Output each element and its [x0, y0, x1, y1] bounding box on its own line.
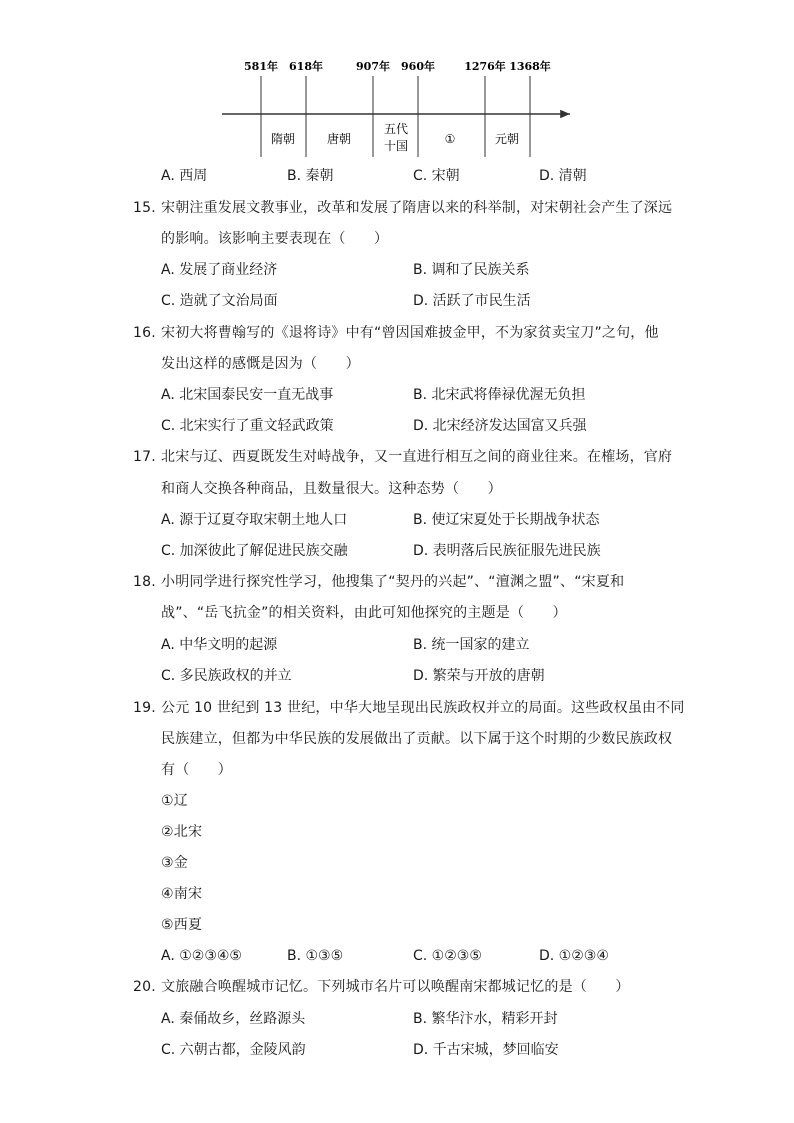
q15-option-a[interactable]: A. 发展了商业经济	[161, 262, 278, 278]
q20-option-b[interactable]: B. 繁华汴水，精彩开封	[413, 1011, 558, 1027]
q17-stem-line: 和商人交换各种商品，且数量很大。这种态势（ ）	[161, 481, 502, 497]
timeline-year: 907年	[356, 60, 390, 73]
q17-option-d[interactable]: D. 表明落后民族征服先进民族	[413, 543, 601, 559]
q18-option-d[interactable]: D. 繁荣与开放的唐朝	[413, 668, 545, 684]
q15-option-b[interactable]: B. 调和了民族关系	[413, 262, 530, 278]
timeline-year: 581年	[244, 60, 278, 73]
q15-stem-line: 的影响。该影响主要表现在（ ）	[161, 231, 389, 247]
q18-option-c[interactable]: C. 多民族政权的并立	[161, 668, 292, 684]
q14-option-d[interactable]: D. 清朝	[539, 168, 587, 184]
q17-option-a[interactable]: A. 源于辽夏夺取宋朝土地人口	[161, 512, 348, 528]
timeline-period-wudai: 五代	[383, 122, 409, 136]
q16-option-b[interactable]: B. 北宋武将俸禄优渥无负担	[413, 387, 586, 403]
q15-stem-line: 宋朝注重发展文教事业，改革和发展了隋唐以来的科举制，对宋朝社会产生了深远	[161, 200, 673, 216]
q18-option-a[interactable]: A. 中华文明的起源	[161, 637, 278, 653]
q15-number: 15.	[133, 200, 156, 216]
q20-number: 20.	[133, 979, 156, 995]
q19-option-c[interactable]: C. ①②③⑤	[413, 948, 482, 964]
timeline-period-blank: ①	[444, 132, 456, 146]
q14-option-a[interactable]: A. 西周	[161, 168, 208, 184]
q19-stem-line: 公元 10 世纪到 13 世纪，中华大地呈现出民族政权并立的局面。这些政权虽由不同	[161, 700, 685, 716]
q16-stem-line: 发出这样的感慨是因为（ ）	[161, 356, 360, 372]
timeline-period-tang: 唐朝	[326, 132, 352, 146]
q19-item: ④南宋	[161, 886, 203, 902]
q16-option-a[interactable]: A. 北宋国泰民安一直无战事	[161, 387, 334, 403]
q17-number: 17.	[133, 449, 156, 465]
timeline-period-yuan: 元朝	[494, 132, 520, 146]
q18-number: 18.	[133, 574, 156, 590]
q18-option-b[interactable]: B. 统一国家的建立	[413, 637, 530, 653]
q16-option-d[interactable]: D. 北宋经济发达国富又兵强	[413, 418, 587, 434]
q18-stem-line: 小明同学进行探究性学习，他搜集了“契丹的兴起”、“澶渊之盟”、“宋夏和	[161, 574, 625, 590]
q17-option-b[interactable]: B. 使辽宋夏处于长期战争状态	[413, 512, 600, 528]
timeline-year: 1368年	[509, 60, 551, 73]
timeline-period-sui: 隋朝	[270, 132, 296, 146]
q15-option-c[interactable]: C. 造就了文治局面	[161, 293, 278, 309]
timeline-year: 618年	[289, 60, 323, 73]
q14-option-c[interactable]: C. 宋朝	[413, 168, 460, 184]
q19-option-b[interactable]: B. ①③⑤	[287, 948, 344, 964]
q19-number: 19.	[133, 700, 156, 716]
q19-option-d[interactable]: D. ①②③④	[539, 948, 609, 964]
q16-number: 16.	[133, 325, 156, 341]
q20-option-d[interactable]: D. 千古宋城，梦回临安	[413, 1042, 559, 1058]
q19-stem-line: 有（ ）	[161, 762, 232, 778]
timeline-period-shiguo: 十国	[383, 139, 409, 153]
timeline-diagram	[0, 0, 794, 170]
timeline-year: 960年	[401, 60, 435, 73]
q20-option-c[interactable]: C. 六朝古都，金陵风韵	[161, 1042, 306, 1058]
q19-item: ③金	[161, 855, 188, 871]
q19-item: ②北宋	[161, 824, 203, 840]
q19-stem-line: 民族建立，但都为中华民族的发展做出了贡献。以下属于这个时期的少数民族政权	[161, 731, 673, 747]
q20-option-a[interactable]: A. 秦俑故乡，丝路源头	[161, 1011, 306, 1027]
q19-item: ①辽	[161, 793, 188, 809]
q17-option-c[interactable]: C. 加深彼此了解促进民族交融	[161, 543, 348, 559]
q19-item: ⑤西夏	[161, 917, 203, 933]
q15-option-d[interactable]: D. 活跃了市民生活	[413, 293, 531, 309]
q18-stem-line: 战”、“岳飞抗金”的相关资料，由此可知他探究的主题是（ ）	[161, 605, 567, 621]
q16-option-c[interactable]: C. 北宋实行了重文轻武政策	[161, 418, 334, 434]
q16-stem-line: 宋初大将曹翰写的《退将诗》中有“曾因国难披金甲，不为家贫卖宝刀”之句，他	[161, 325, 659, 341]
q14-option-b[interactable]: B. 秦朝	[287, 168, 334, 184]
timeline-year: 1276年	[464, 60, 506, 73]
q19-option-a[interactable]: A. ①②③④⑤	[161, 948, 242, 964]
q20-stem-line: 文旅融合唤醒城市记忆。下列城市名片可以唤醒南宋都城记忆的是（ ）	[161, 979, 630, 995]
q17-stem-line: 北宋与辽、西夏既发生对峙战争，又一直进行相互之间的商业往来。在榷场，官府	[161, 449, 673, 465]
